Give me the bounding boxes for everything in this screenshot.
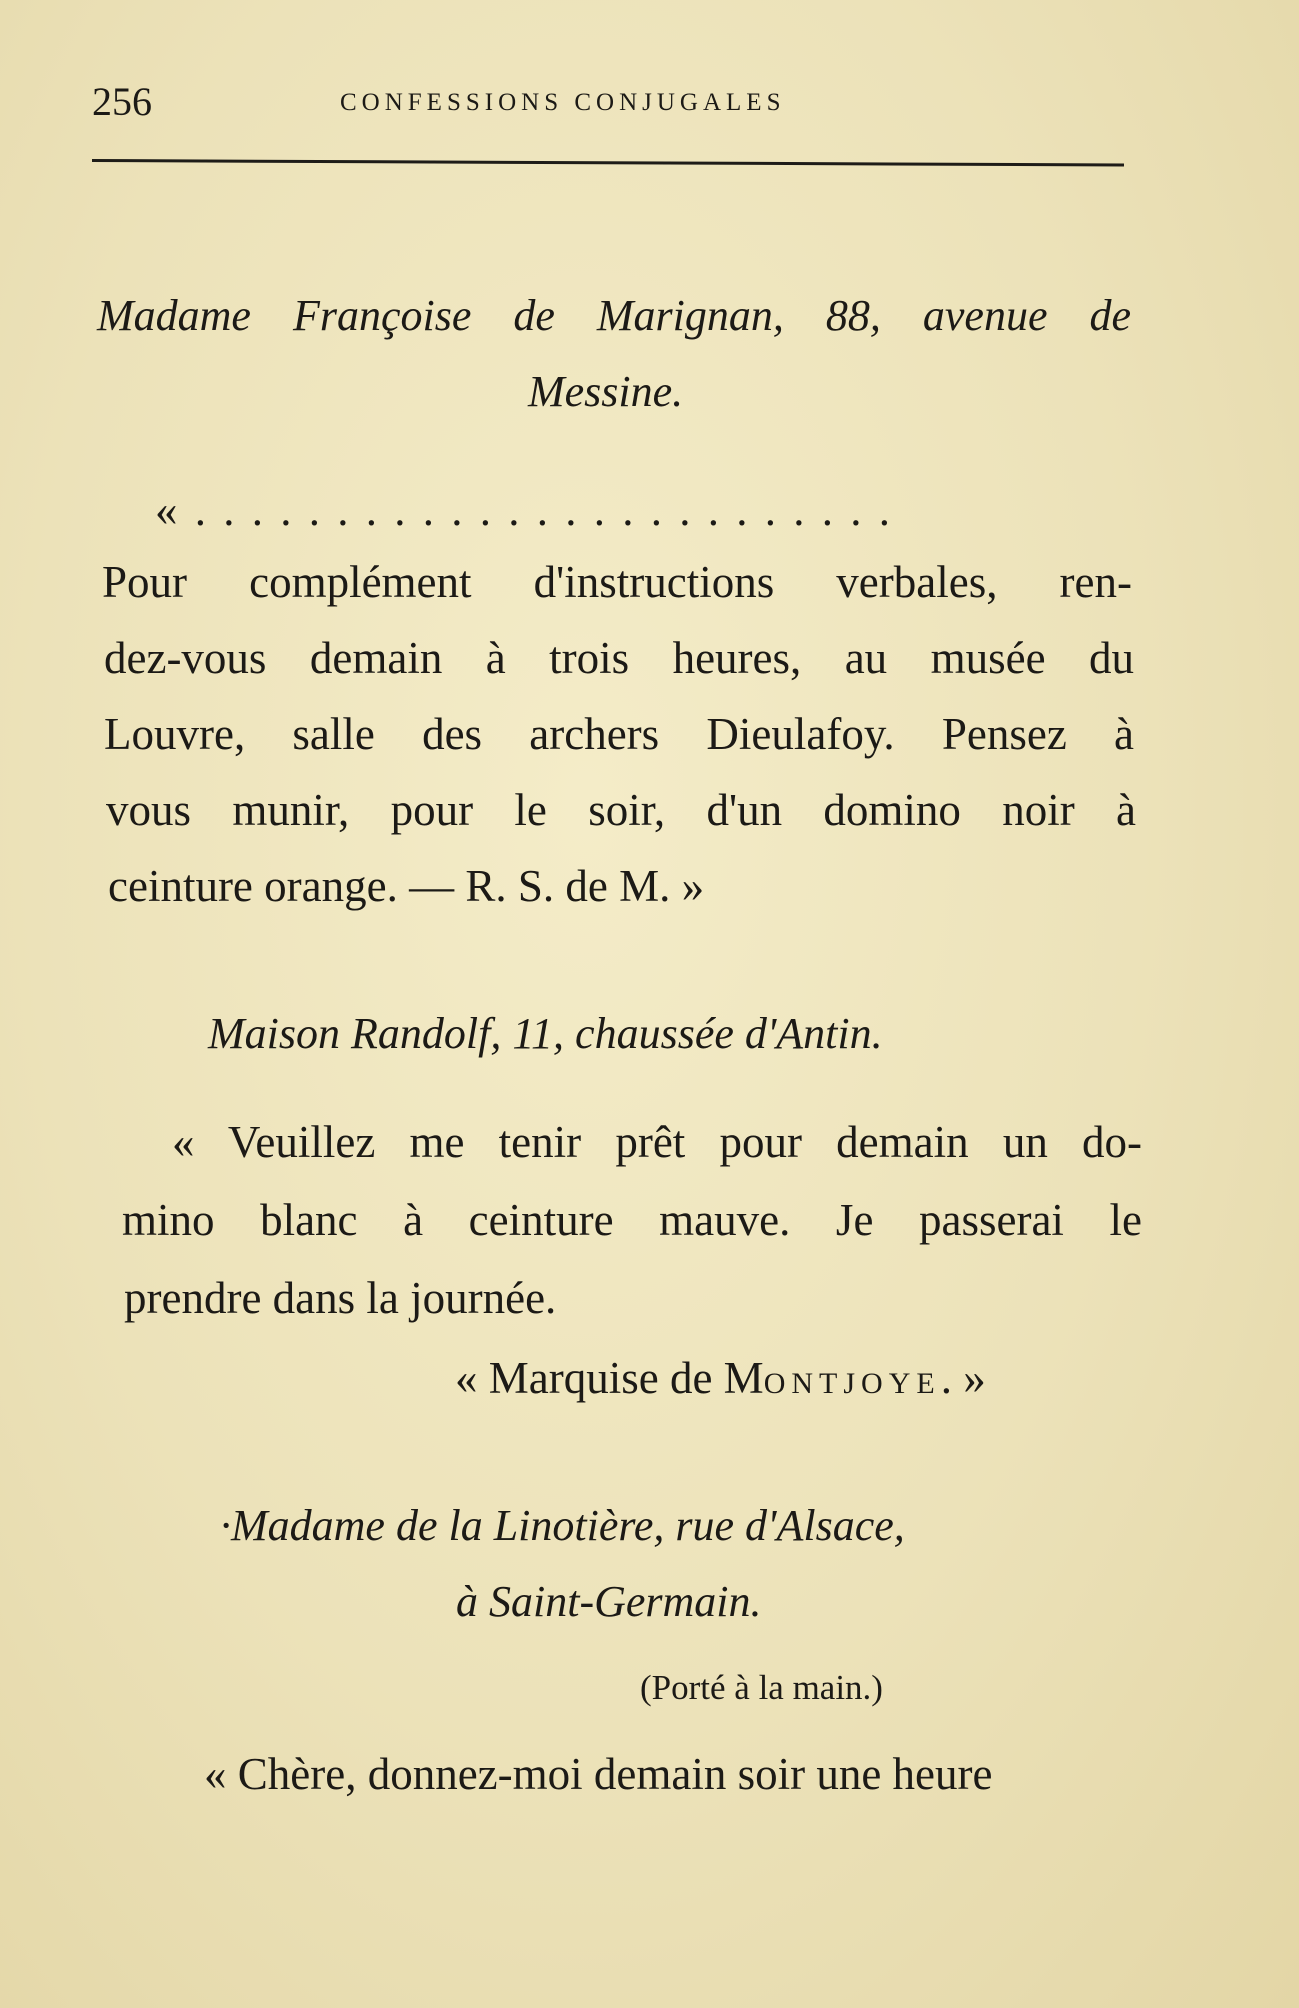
signature-smallcaps: ONTJOYE bbox=[763, 1367, 941, 1400]
address-line: à Saint-Germain. bbox=[456, 1577, 762, 1626]
delivery-note: (Porté à la main.) bbox=[640, 1668, 883, 1707]
letter-line: ceinture orange. — R. S. de M. » bbox=[108, 861, 705, 911]
letter-opening: « . . . . . . . . . . . . . . . . . . . . . . . . . bbox=[155, 485, 893, 535]
letter-line: mino blanc à ceinture mauve. Je passerai le bbox=[122, 1195, 1142, 1245]
page-header bbox=[92, 72, 1122, 132]
header-rule bbox=[92, 159, 1124, 167]
letter-line: prendre dans la journée. bbox=[124, 1273, 557, 1323]
address-line: Messine. bbox=[528, 367, 684, 416]
address-line: ·Madame de la Linotière, rue d'Alsace, bbox=[220, 1501, 905, 1550]
address-line: Maison Randolf, 11, chaussée d'Antin. bbox=[208, 1009, 883, 1058]
signature-prefix: « Marquise de M bbox=[455, 1353, 764, 1403]
letter-line: vous munir, pour le soir, d'un domino noir à bbox=[106, 785, 1136, 835]
running-title: CONFESSIONS CONJUGALES bbox=[340, 89, 786, 116]
letter-line: Louvre, salle des archers Dieulafoy. Pensez à bbox=[104, 709, 1134, 759]
letter-line: Pour complément d'instructions verbales, ren- bbox=[102, 557, 1132, 607]
letter-line: dez-vous demain à trois heures, au musée du bbox=[104, 633, 1134, 683]
letter-line: « Chère, donnez-moi demain soir une heure bbox=[204, 1749, 993, 1799]
letter-line: « Veuillez me tenir prêt pour demain un do- bbox=[172, 1117, 1142, 1167]
page-number: 256 bbox=[92, 79, 152, 124]
address-line: Madame Françoise de Marignan, 88, avenue de bbox=[97, 291, 1131, 340]
signature-suffix: . » bbox=[940, 1353, 986, 1403]
signature bbox=[455, 1352, 986, 1404]
